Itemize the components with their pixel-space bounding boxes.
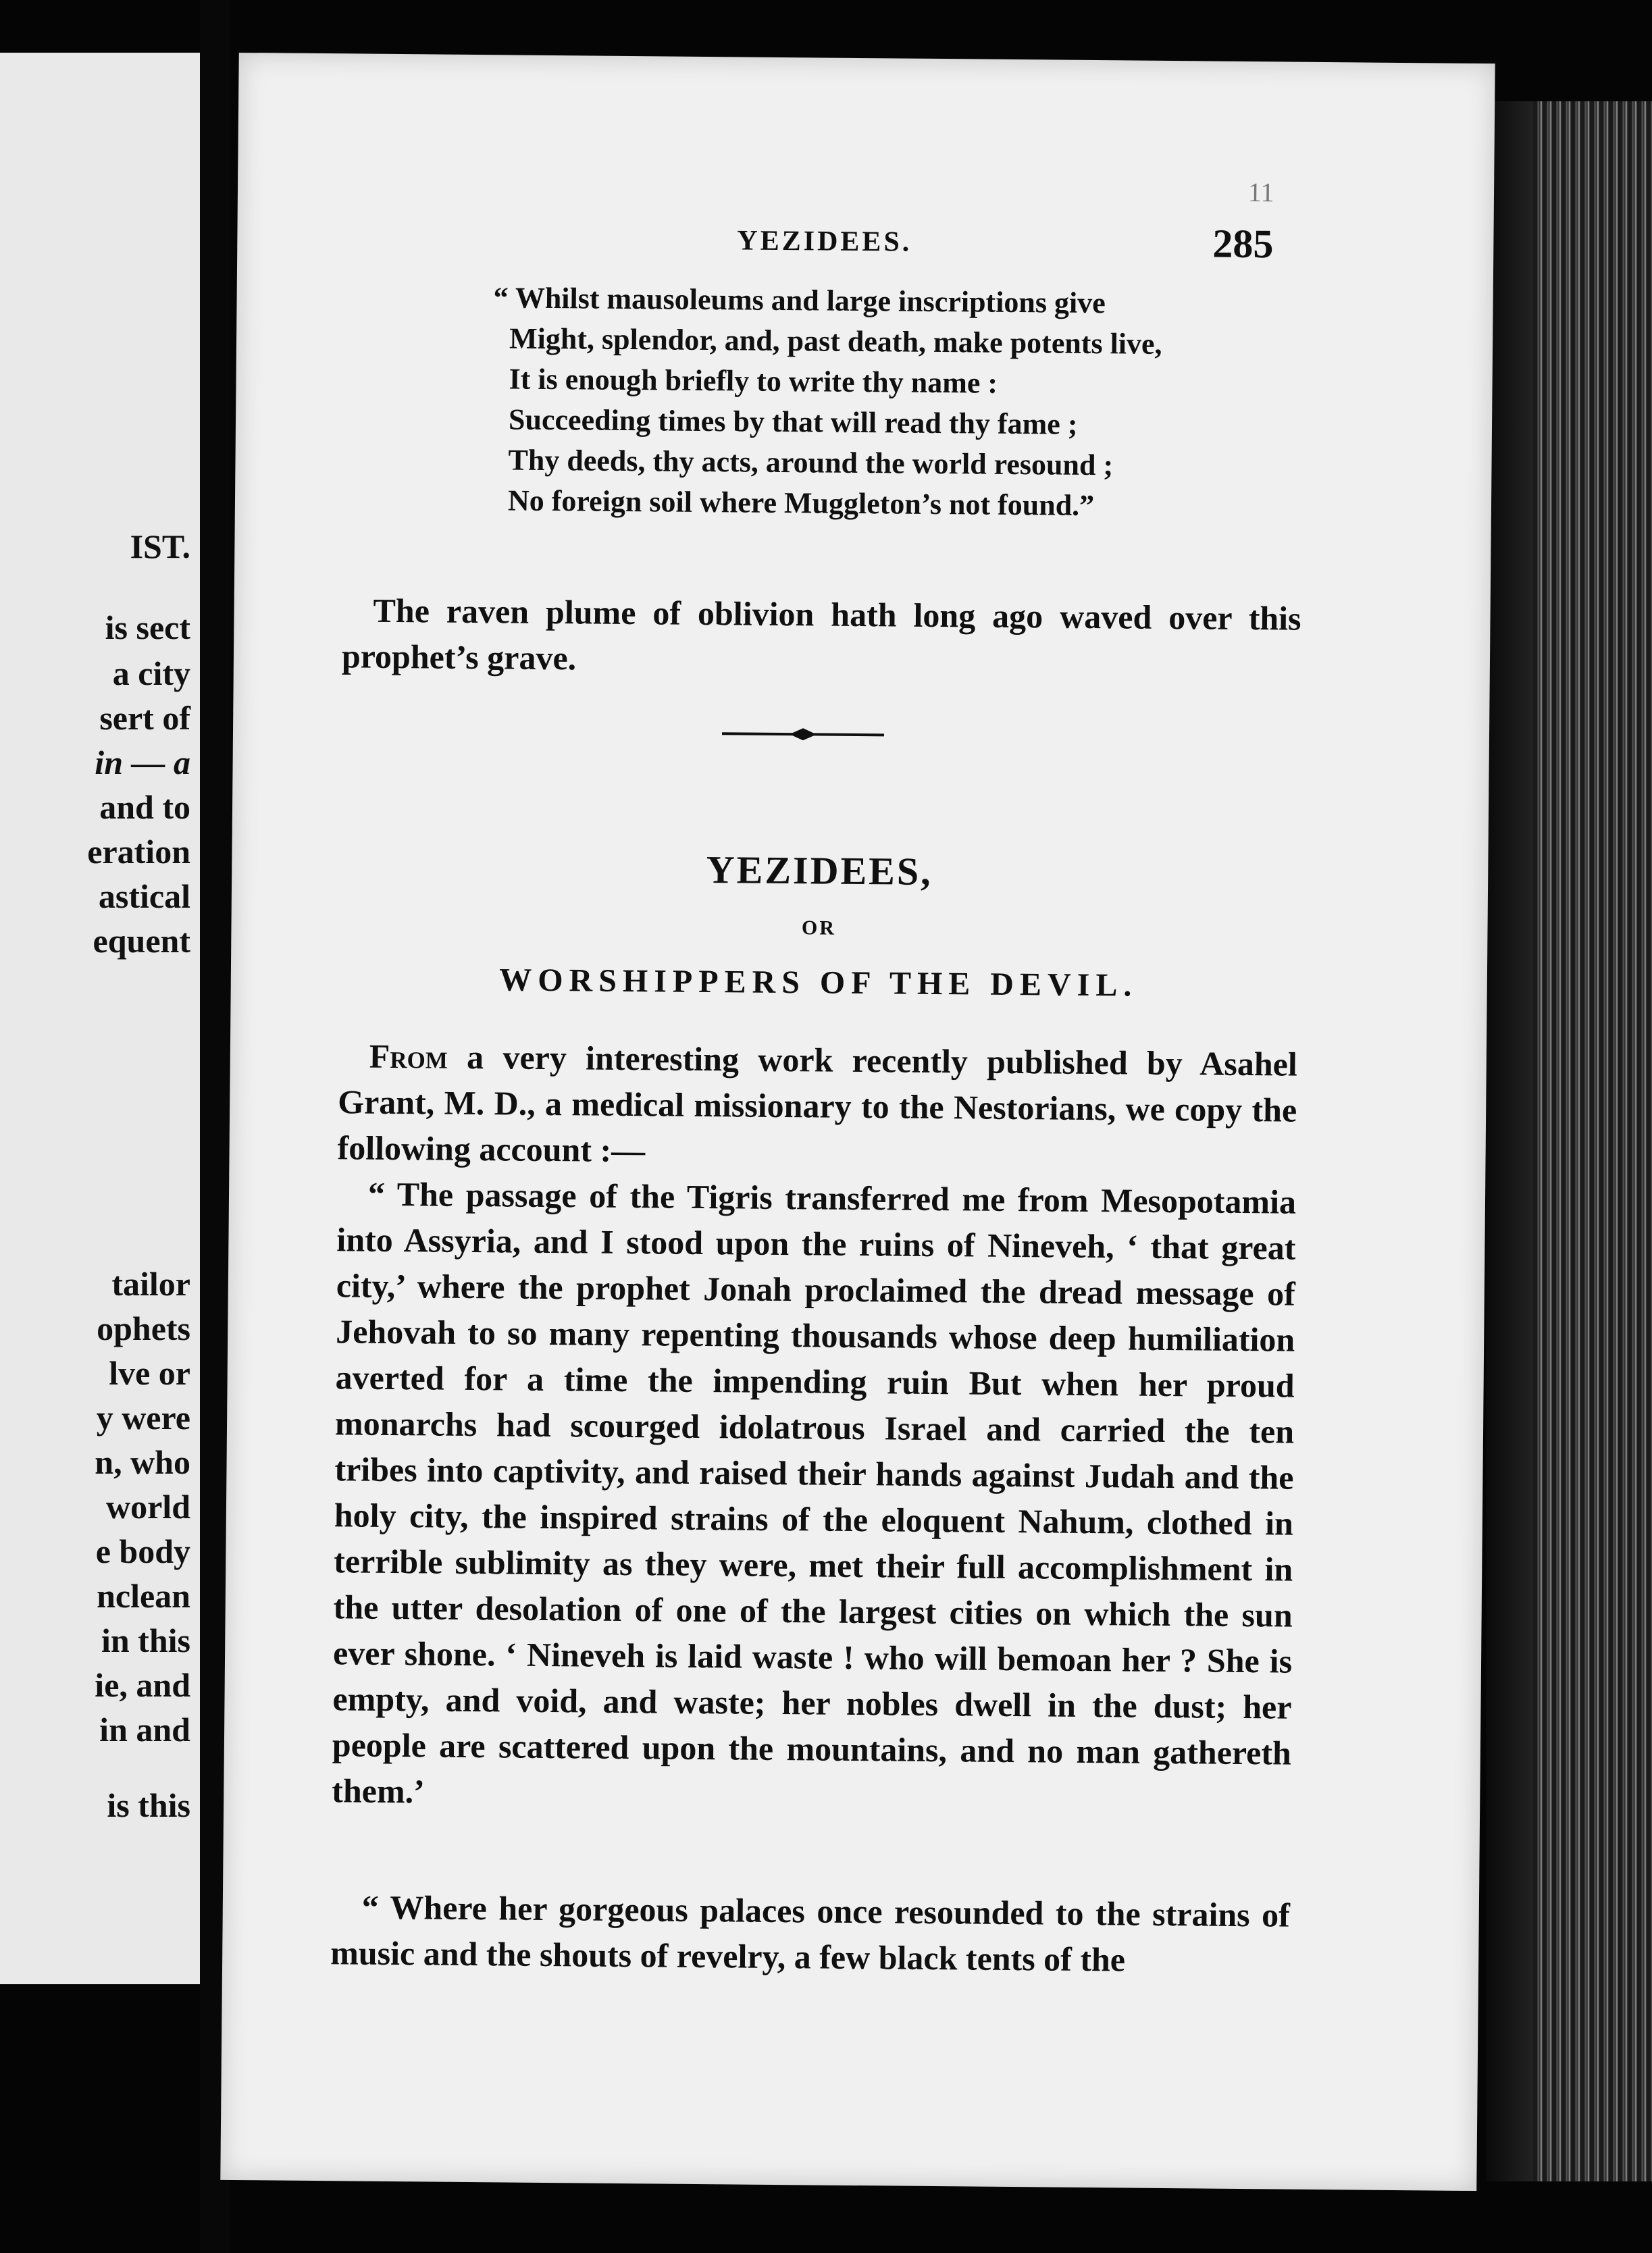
lead-word: From <box>369 1037 448 1076</box>
running-head: YEZIDEES. <box>737 225 912 258</box>
fragment-line: tailor <box>111 1265 190 1303</box>
fragment-line: eration <box>87 833 190 871</box>
paragraph-oblivion: The raven plume of oblivion hath long ago waved over this prophet’s grave. <box>341 591 1301 677</box>
fragment-line: astical <box>98 877 190 915</box>
paragraph-text: a very interesting work recently published by Asahel Grant, M. D., a medical missionary to the Nestorians, we copy the following account :— <box>337 1037 1298 1170</box>
poem-line: “ Whilst mausoleums and large inscriptions give <box>493 281 1106 320</box>
section-conjunction: OR <box>801 916 837 939</box>
section-subtitle: WORSHIPPERS OF THE DEVIL. <box>499 962 1138 1004</box>
book-page <box>220 53 1495 2191</box>
fragment-line: sert of <box>99 699 190 737</box>
poem-line: Succeeding times by that will read thy fame ; <box>508 403 1078 441</box>
page-edges <box>1533 101 1652 2181</box>
ornament-divider <box>722 725 884 743</box>
pencil-mark: 11 <box>1247 176 1274 208</box>
fragment-line: n, who <box>95 1443 190 1481</box>
fragment-line: ophets <box>97 1310 190 1347</box>
fragment-line: equent <box>93 922 190 960</box>
fragment-line: nclean <box>97 1577 190 1615</box>
poem-line: No foreign soil where Muggleton’s not found.” <box>507 484 1095 523</box>
fragment-line: and to <box>99 788 190 826</box>
section-title: YEZIDEES, <box>706 848 933 894</box>
fragment-line: y were <box>96 1399 190 1436</box>
fragment-line: is this <box>107 1786 190 1824</box>
previous-page-fragment <box>0 53 200 1984</box>
fragment-line: a city <box>112 654 190 692</box>
fragment-line: world <box>106 1488 190 1526</box>
fragment-line: e body <box>95 1532 190 1570</box>
paragraph-nineveh: “ The passage of the Tigris transferred me from Mesopotamia into Assyria, and I stood upon the ruins of Nineveh, ‘ that great city,’ where the prophet Jonah proclaimed the dread message of Jehovah to so many repenting thousands whose deep humiliation averted for a time the impending ruin But when her proud monarchs had scourged idolatrous Israel and carried the ten tribes into captivity, and raised their hands against Judah and the holy city, the inspired strains of the eloquent Nahum, clothed in terrible sublimity as they were, met their full accomplishment in the utter desolation of one of the largest cities on which the sun ever shone. ‘ Nineveh is laid waste ! who will bemoan her ? She is empty, and void, and waste; her nobles dwell in the dust; her people are scattered upon the mountains, and no man gathereth them.’ <box>332 1174 1297 1811</box>
poem-line: Thy deeds, thy acts, around the world resound ; <box>508 443 1114 482</box>
poem-line: It is enough briefly to write thy name : <box>509 362 998 400</box>
fragment-line: lve or <box>109 1354 190 1392</box>
poem-line: Might, splendor, and, past death, make potents live, <box>509 321 1162 361</box>
page-number: 285 <box>1212 221 1274 267</box>
paragraph-intro <box>337 1033 1297 1179</box>
fragment-line: in and <box>99 1711 190 1749</box>
poem-quote <box>492 278 1264 527</box>
fragment-line: in — a <box>95 744 190 781</box>
fragment-line: ie, and <box>95 1666 190 1704</box>
fragment-line: IST. <box>130 527 190 565</box>
fragment-line: in this <box>101 1622 190 1659</box>
paragraph-palaces: “ Where her gorgeous palaces once resounded to the strains of music and the shouts of revelry, a few black tents of the <box>330 1888 1291 1979</box>
fragment-line: is sect <box>105 608 190 646</box>
page-edge-shadow <box>1486 101 1533 2181</box>
